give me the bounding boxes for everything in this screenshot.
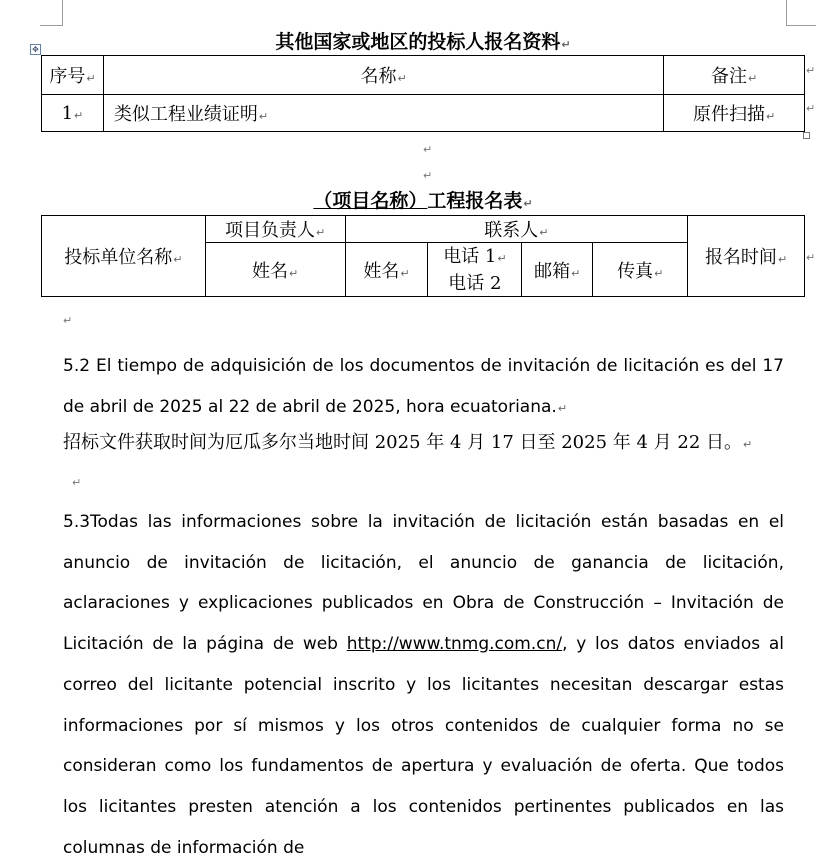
- empty-paragraph-mark: ↵: [423, 169, 433, 182]
- section-5-3: 5.3Todas las informaciones sobre la invitación de licitación están basadas en el anuncio de invitación de licitación, el anuncio de ganancia de licitación, aclaraciones y explicaciones publicados en Obra de Construcción – Invitación de Licitación de la página de web http://www.tnmg.com.cn/, y los datos enviados al correo del licitante potencial inscrito y los licitantes necesitan descargar estas informaciones por sí mismos y los otros contenidos de cualquier forma no se consideran como los fundamentos de apertura y evaluación de oferta. Que todos los licitantes presten atención a los contenidos pertinentes publicados en las columnas de información de: [63, 512, 784, 858]
- cell-email: 邮箱↵: [522, 243, 593, 297]
- cell-contact-name: 姓名↵: [345, 243, 428, 297]
- table2-header-row: [42, 216, 805, 243]
- table2-title: （项目名称）工程报名表↵: [313, 190, 533, 212]
- row-end-mark: ↵: [806, 251, 816, 264]
- table-move-handle-icon[interactable]: ✥: [30, 44, 41, 55]
- phone1-label: 电话 1↵: [443, 245, 507, 267]
- cell-bidder-unit: 投标单位名称↵: [42, 216, 206, 297]
- phone2-label: 电话 2: [448, 272, 502, 294]
- empty-paragraph-mark: ↵: [423, 143, 433, 156]
- row-end-mark: ↵: [806, 102, 816, 115]
- empty-paragraph-mark: ↵: [63, 314, 73, 327]
- table-resize-handle[interactable]: [803, 132, 810, 139]
- cell-phone: [428, 243, 522, 297]
- cell-contact: 联系人↵: [345, 216, 688, 243]
- website-link[interactable]: http://www.tnmg.com.cn/: [346, 634, 563, 655]
- table-row: [42, 95, 805, 132]
- cell-remark: 原件扫描↵: [664, 95, 805, 132]
- section-5-2-chinese: 招标文件获取时间为厄瓜多尔当地时间 2025 年 4 月 17 日至 2025 年 4 月 22 日。↵: [63, 432, 753, 453]
- crop-mark-top-left-horizontal: [40, 25, 62, 26]
- cell-fax: 传真↵: [593, 243, 688, 297]
- header-name: 名称↵: [103, 56, 663, 95]
- header-remark: 备注↵: [664, 56, 805, 95]
- crop-mark-top-left: [62, 0, 63, 26]
- header-serial: 序号↵: [42, 56, 104, 95]
- table1-header-row: [42, 56, 805, 95]
- cell-project-leader: 项目负责人↵: [205, 216, 345, 243]
- crop-mark-top-right: [786, 0, 787, 26]
- table1-title: 其他国家或地区的投标人报名资料↵: [275, 31, 571, 53]
- empty-paragraph-mark: ↵: [72, 476, 82, 489]
- cell-name: 类似工程业绩证明↵: [103, 95, 663, 132]
- row-end-mark: ↵: [806, 64, 816, 77]
- section-5-2-spanish: 5.2 El tiempo de adquisición de los documentos de invitación de licitación es del 17 de abril de 2025 al 22 de abril de 2025, hora ecuatoriana.↵: [63, 356, 784, 417]
- registration-table: [41, 215, 805, 297]
- bidder-info-table: [41, 55, 805, 132]
- cell-serial: 1↵: [42, 95, 104, 132]
- cell-leader-name: 姓名↵: [205, 243, 345, 297]
- cell-registration-time: 报名时间↵: [688, 216, 805, 297]
- crop-mark-top-right-horizontal: [786, 25, 816, 26]
